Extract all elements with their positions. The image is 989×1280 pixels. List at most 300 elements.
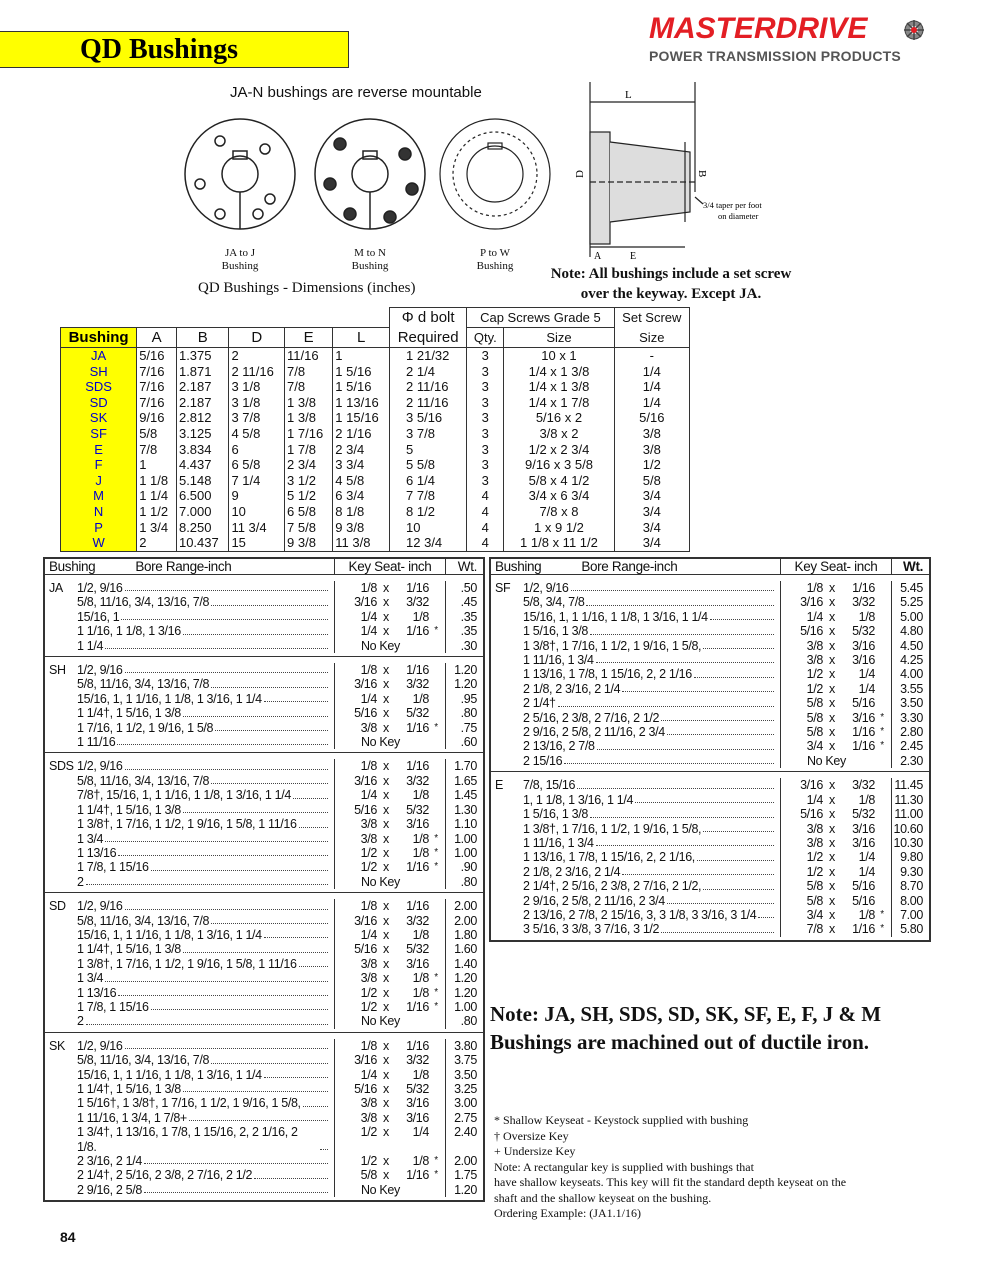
key-seat-cell (781, 581, 892, 595)
dot-leader (121, 610, 328, 620)
header-wt: Wt. (457, 559, 477, 574)
key-seat-cell (781, 793, 892, 807)
table-row (61, 488, 690, 504)
table-cell: 5 1/2 (285, 488, 333, 504)
table-cell: 1/4 (614, 379, 689, 395)
list-item (491, 653, 929, 667)
key-width: 5/8 (806, 725, 823, 740)
table-cell: 1 1/8 x 11 1/2 (504, 535, 614, 551)
bore-range: 1 3/8†, 1 7/16, 1 1/2, 1 9/16, 1 5/8, (523, 638, 702, 653)
key-depth: 5/32 (406, 942, 429, 957)
bore-range: 5/8, 3/4, 7/8 (523, 595, 585, 610)
key-seat-cell (781, 696, 892, 710)
bushing-name (49, 639, 77, 653)
bore-range: 5/8, 11/16, 3/4, 13/16, 7/8 (77, 1053, 210, 1068)
table-cell: 5/16 (614, 410, 689, 426)
dot-leader (105, 639, 328, 649)
key-depth: 1/4 (858, 667, 875, 682)
shallow-keyseat-mark: * (434, 1000, 438, 1012)
table-row (61, 473, 690, 489)
key-depth: 3/32 (852, 778, 875, 793)
header-row-top (61, 308, 690, 328)
dot-leader (661, 923, 774, 933)
bushing-group-sf (491, 575, 929, 772)
bore-range: 1 1/4†, 1 5/16, 1 3/8 (77, 942, 181, 957)
list-item (491, 754, 929, 768)
key-seat-cell (781, 850, 892, 864)
weight-cell: .75 (460, 720, 477, 735)
column-header: L (333, 328, 390, 348)
m-to-n-bushing-drawing (315, 119, 425, 229)
key-width: 3/16 (800, 778, 823, 793)
key-seat-cell (781, 667, 892, 681)
key-x: x (383, 802, 389, 817)
bore-range: 2 (77, 874, 84, 889)
key-width: 3/8 (806, 653, 823, 668)
table-cell: 5/8 (614, 473, 689, 489)
table-row (61, 442, 690, 458)
key-width: 3/8 (806, 821, 823, 836)
bore-cell (45, 1053, 335, 1067)
dot-leader (105, 832, 328, 842)
side-label-a: A (594, 251, 602, 262)
weight-cell: 3.25 (454, 1082, 477, 1096)
key-seat-cell (335, 1053, 446, 1067)
bushing-name (49, 1183, 77, 1197)
table-cell: 4 (467, 488, 504, 504)
key-depth: 1/16 (406, 999, 429, 1014)
key-width: 3/8 (806, 638, 823, 653)
table-cell: 5/8 x 4 1/2 (504, 473, 614, 489)
key-seat-cell (335, 663, 446, 677)
key-width: 1/4 (360, 927, 377, 942)
bushing-name (495, 610, 523, 624)
table-cell: 2 1/16 (333, 426, 390, 442)
table-cell: 3 (467, 395, 504, 411)
bushing-name (49, 1082, 77, 1096)
key-depth: 1/8 (412, 1067, 429, 1082)
shallow-keyseat-mark: * (434, 986, 438, 998)
list-item (45, 1154, 483, 1168)
key-seat-cell (781, 894, 892, 908)
dot-leader (622, 682, 774, 692)
key-width: 3/8 (360, 1096, 377, 1111)
shallow-keyseat-mark: * (880, 908, 884, 920)
bore-range: 1 3/8†, 1 7/16, 1 1/2, 1 9/16, 1 5/8, (523, 821, 702, 836)
bore-range: 1 3/4 (77, 971, 104, 986)
key-depth: 3/16 (406, 1110, 429, 1125)
bore-cell (45, 860, 335, 874)
key-seat-cell (335, 759, 446, 773)
key-x: x (829, 681, 835, 696)
weight-cell: 2.00 (454, 1154, 477, 1169)
key-width: 1/2 (360, 1125, 377, 1140)
list-item (45, 1183, 483, 1197)
key-seat-cell (335, 860, 446, 874)
table-cell: 7/8 x 8 (504, 504, 614, 520)
table-cell: 6.500 (176, 488, 228, 504)
bushing-name (49, 788, 77, 802)
bore-cell (491, 922, 781, 936)
bore-range: 1 1/4 (77, 638, 104, 653)
key-depth: 5/32 (406, 706, 429, 721)
bushing-name (49, 595, 77, 609)
keyseat-table-left (43, 557, 485, 1202)
list-item (45, 1039, 483, 1053)
table-cell: 10 (229, 504, 285, 520)
list-item (491, 624, 929, 638)
key-x: x (383, 1154, 389, 1169)
bore-cell (45, 914, 335, 928)
key-width: 1/4 (806, 792, 823, 807)
list-item (45, 1068, 483, 1082)
key-width: 1/2 (806, 864, 823, 879)
bore-cell (491, 778, 781, 792)
bushing-name (495, 739, 523, 753)
dot-leader (125, 900, 328, 910)
dot-leader (183, 707, 328, 717)
table-cell: 3/8 (614, 442, 689, 458)
dot-leader (211, 774, 328, 784)
table-cell: 5/16 x 2 (504, 410, 614, 426)
key-depth: 5/32 (406, 802, 429, 817)
list-item (491, 696, 929, 710)
key-depth: 3/16 (852, 835, 875, 850)
key-seat-cell (335, 1082, 446, 1096)
bore-range: 1/2, 9/16 (77, 1038, 123, 1053)
bore-range: 1 5/16, 1 3/8 (523, 624, 588, 639)
key-seat-cell (335, 832, 446, 846)
weight-cell: 5.45 (900, 581, 923, 595)
key-seat-cell (335, 1039, 446, 1053)
table-cell: 8 1/8 (333, 504, 390, 520)
taper-label-2: on diameter (718, 211, 759, 221)
table-cell: SDS (61, 379, 137, 395)
dot-leader (117, 735, 328, 745)
footnote-line: Note: A rectangular key is supplied with bushings that (494, 1159, 754, 1174)
bore-cell (491, 793, 781, 807)
bushing-name (49, 875, 77, 889)
key-depth: 1/8 (412, 985, 429, 1000)
bore-cell (45, 759, 335, 773)
key-seat-cell (781, 639, 892, 653)
weight-cell: 10.30 (893, 835, 923, 850)
list-item (45, 803, 483, 817)
key-x: x (383, 759, 389, 774)
dimensions-caption: QD Bushings - Dimensions (inches) (198, 280, 416, 296)
bushing-name (49, 942, 77, 956)
table-cell: 15 (229, 535, 285, 551)
bushing-name (49, 817, 77, 831)
bore-range: 1 3/4†, 1 13/16, 1 7/8, 1 15/16, 2, 2 1/16, 2 1/8. (77, 1125, 298, 1154)
bore-cell (491, 696, 781, 710)
dot-leader (596, 653, 774, 663)
key-width: 1/2 (360, 845, 377, 860)
bore-cell (45, 1168, 335, 1182)
key-depth: 5/16 (852, 696, 875, 711)
shallow-keyseat-mark: * (434, 972, 438, 984)
table-cell: 1 1/4 (137, 488, 177, 504)
table-cell: 3 3/4 (333, 457, 390, 473)
dot-leader (118, 846, 328, 856)
ja-to-j-bushing-drawing (185, 119, 295, 229)
table-cell: 5 5/8 (390, 457, 467, 473)
table-cell: 1 13/16 (333, 395, 390, 411)
key-x: x (383, 817, 389, 832)
table-row (61, 520, 690, 536)
page-title: QD Bushings (80, 34, 238, 65)
bushing-name (495, 850, 523, 864)
weight-cell: 3.50 (454, 1067, 477, 1082)
dot-leader (125, 1039, 328, 1049)
weight-cell: 8.70 (900, 879, 923, 894)
bushing-name (49, 1000, 77, 1014)
key-depth: 1/4 (412, 1125, 429, 1140)
table-row (61, 364, 690, 380)
bore-range: 1 11/16 (77, 735, 116, 750)
table-cell: 3.125 (176, 426, 228, 442)
bore-range: 2 9/16, 2 5/8, 2 11/16, 2 3/4 (523, 893, 665, 908)
table-cell: 10 (390, 520, 467, 536)
bushing-name (49, 832, 77, 846)
key-width: 3/8 (360, 817, 377, 832)
key-x: x (829, 893, 835, 908)
list-item (45, 706, 483, 720)
dot-leader (710, 610, 774, 620)
table-cell: 1.375 (176, 348, 228, 364)
list-item (491, 581, 929, 595)
key-depth: 1/16 (852, 725, 875, 740)
bushing-name (495, 807, 523, 821)
table-cell: 9 3/8 (285, 535, 333, 551)
bore-range: 1 1/16, 1 1/8, 1 3/16 (77, 624, 181, 639)
key-depth: 1/16 (406, 663, 429, 678)
cap-screws-header: Cap Screws Grade 5 (467, 308, 614, 328)
list-item (45, 860, 483, 874)
dot-leader (667, 894, 774, 904)
dot-leader (303, 1097, 328, 1107)
bore-cell (45, 986, 335, 1000)
bushing-group-e (491, 772, 929, 939)
table-cell: 2 1/4 (390, 364, 467, 380)
weight-cell: 1.20 (454, 985, 477, 1000)
bushing-name (49, 1014, 77, 1028)
key-width: 1/8 (360, 759, 377, 774)
table-cell: 1/4 (614, 395, 689, 411)
bore-range: 5/8, 11/16, 3/4, 13/16, 7/8 (77, 773, 210, 788)
bushing-name: SF (495, 581, 511, 595)
bore-range: 1/2, 9/16 (77, 663, 123, 678)
bore-range: 7/8, 15/16 (523, 778, 576, 793)
dot-leader (254, 1169, 328, 1179)
key-x: x (829, 792, 835, 807)
table-cell: SK (61, 410, 137, 426)
weight-cell: 1.60 (454, 942, 477, 957)
bore-cell (45, 721, 335, 735)
table-cell: 5/8 (137, 426, 177, 442)
key-width: 1/2 (806, 667, 823, 682)
key-x: x (829, 581, 835, 595)
bore-range: 15/16, 1, 1 1/16, 1 1/8, 1 3/16, 1 1/4 (523, 609, 708, 624)
bore-cell (491, 822, 781, 836)
key-depth: 5/16 (852, 893, 875, 908)
taper-label: 3/4 taper per foot (703, 200, 762, 210)
weight-cell: 1.40 (454, 956, 477, 971)
dot-leader (144, 1183, 328, 1193)
dot-leader (183, 1082, 328, 1092)
key-x: x (829, 710, 835, 725)
key-seat-cell (335, 986, 446, 1000)
table-cell: 3 (467, 348, 504, 364)
key-x: x (829, 725, 835, 740)
bore-cell (491, 754, 781, 768)
table-cell: F (61, 457, 137, 473)
dot-leader (694, 668, 774, 678)
bore-cell (45, 957, 335, 971)
bushing-group-ja (45, 575, 483, 657)
key-x: x (829, 879, 835, 894)
column-header: E (285, 328, 333, 348)
key-x: x (383, 1038, 389, 1053)
bore-range: 3 5/16, 3 3/8, 3 7/16, 3 1/2 (523, 922, 660, 937)
key-width: 3/4 (806, 739, 823, 754)
table-cell: 3 1/8 (229, 379, 285, 395)
key-width: 3/8 (360, 720, 377, 735)
key-width: 3/4 (806, 907, 823, 922)
dot-leader (211, 678, 328, 688)
key-width: 5/16 (354, 706, 377, 721)
table-cell: 1/2 (614, 457, 689, 473)
table-row (61, 426, 690, 442)
key-depth: 5/32 (406, 1082, 429, 1096)
bore-cell (491, 581, 781, 595)
key-seat-cell (781, 908, 892, 922)
bushing-name (49, 1053, 77, 1067)
bushing-name (495, 865, 523, 879)
table-cell: 9/16 x 3 5/8 (504, 457, 614, 473)
table-cell: 3 1/8 (229, 395, 285, 411)
weight-cell: .90 (460, 860, 477, 875)
bore-range: 2 9/16, 2 5/8, 2 11/16, 2 3/4 (523, 725, 665, 740)
key-x: x (383, 581, 389, 595)
column-header: Bushing (61, 328, 137, 348)
table-row (61, 395, 690, 411)
table-cell: - (614, 348, 689, 364)
shallow-keyseat-mark: * (880, 923, 884, 935)
key-seat-cell (335, 774, 446, 788)
key-width: 1/4 (360, 624, 377, 639)
dot-leader (189, 1111, 328, 1121)
bushing-name (49, 846, 77, 860)
bushing-name (49, 677, 77, 691)
key-width: 5/8 (360, 1168, 377, 1183)
table-cell: 3/8 x 2 (504, 426, 614, 442)
bore-cell (45, 832, 335, 846)
table-row (61, 535, 690, 551)
bushing-name (495, 793, 523, 807)
bore-range: 5/8, 11/16, 3/4, 13/16, 7/8 (77, 595, 210, 610)
key-depth: 3/32 (852, 595, 875, 610)
bore-cell (45, 595, 335, 609)
list-item (45, 875, 483, 889)
list-item (491, 894, 929, 908)
header-key: Key Seat- inch (781, 559, 892, 574)
key-x: x (383, 927, 389, 942)
table-cell: 1/4 (614, 364, 689, 380)
key-seat-cell (335, 595, 446, 609)
bore-range: 1 13/16 (77, 845, 117, 860)
list-item (45, 846, 483, 860)
key-x: x (383, 624, 389, 639)
shallow-keyseat-mark: * (880, 711, 884, 723)
key-depth: 3/16 (406, 817, 429, 832)
column-header: D (229, 328, 285, 348)
bore-range: 7/8†, 15/16, 1, 1 1/16, 1 1/8, 1 3/16, 1 1/4 (77, 788, 291, 803)
weight-cell: 4.50 (900, 638, 923, 653)
dot-leader (299, 818, 328, 828)
weight-cell: 11.00 (894, 807, 923, 822)
key-x: x (383, 1082, 389, 1096)
bushing-name (495, 922, 523, 936)
bore-cell (491, 850, 781, 864)
key-width: 3/8 (360, 971, 377, 986)
footnote-line: * Shallow Keyseat - Keystock supplied with bushing (494, 1113, 749, 1127)
key-width: 1/8 (360, 899, 377, 914)
key-width: 1/2 (360, 1154, 377, 1169)
ductile-iron-note: Note: JA, SH, SDS, SD, SK, SF, E, F, J & M Bushings are machined out of ductile iron. (490, 1002, 882, 1054)
key-width: 3/8 (360, 831, 377, 846)
header-key: Key Seat- inch (335, 559, 446, 574)
bushing-name: SDS (49, 759, 74, 774)
table-cell: 2.812 (176, 410, 228, 426)
bushing-side-view (574, 82, 795, 262)
key-seat-cell (781, 595, 892, 609)
table-cell: 6 (229, 442, 285, 458)
weight-cell: 1.10 (454, 817, 477, 832)
table-cell: M (61, 488, 137, 504)
column-header: A (137, 328, 177, 348)
table-cell: 7 7/8 (390, 488, 467, 504)
key-width: 1/2 (806, 681, 823, 696)
key-seat-cell (335, 610, 446, 624)
bushing-name (49, 1154, 77, 1168)
table-cell: 8 1/2 (390, 504, 467, 520)
key-x: x (383, 1110, 389, 1125)
key-width: 5/16 (354, 802, 377, 817)
weight-cell: 1.75 (454, 1168, 477, 1183)
weight-cell: 2.80 (900, 725, 923, 740)
bore-cell (45, 1096, 335, 1110)
list-item (45, 663, 483, 677)
keyseat-header (45, 559, 483, 575)
table-cell: 9 (229, 488, 285, 504)
key-depth: 3/32 (406, 913, 429, 928)
table-cell: 2 11/16 (390, 379, 467, 395)
column-header: Required (390, 328, 467, 348)
weight-cell: 1.00 (454, 999, 477, 1014)
bushing-name (495, 725, 523, 739)
table-cell: 3/4 (614, 535, 689, 551)
weight-cell: 1.70 (454, 759, 477, 774)
no-key: No Key (361, 735, 400, 750)
bushing-name: E (495, 778, 503, 793)
key-width: 3/16 (354, 1053, 377, 1068)
table-cell: 2 (137, 535, 177, 551)
key-depth: 1/8 (858, 907, 875, 922)
key-seat-cell (781, 610, 892, 624)
table-row (61, 457, 690, 473)
key-depth: 3/16 (852, 821, 875, 836)
